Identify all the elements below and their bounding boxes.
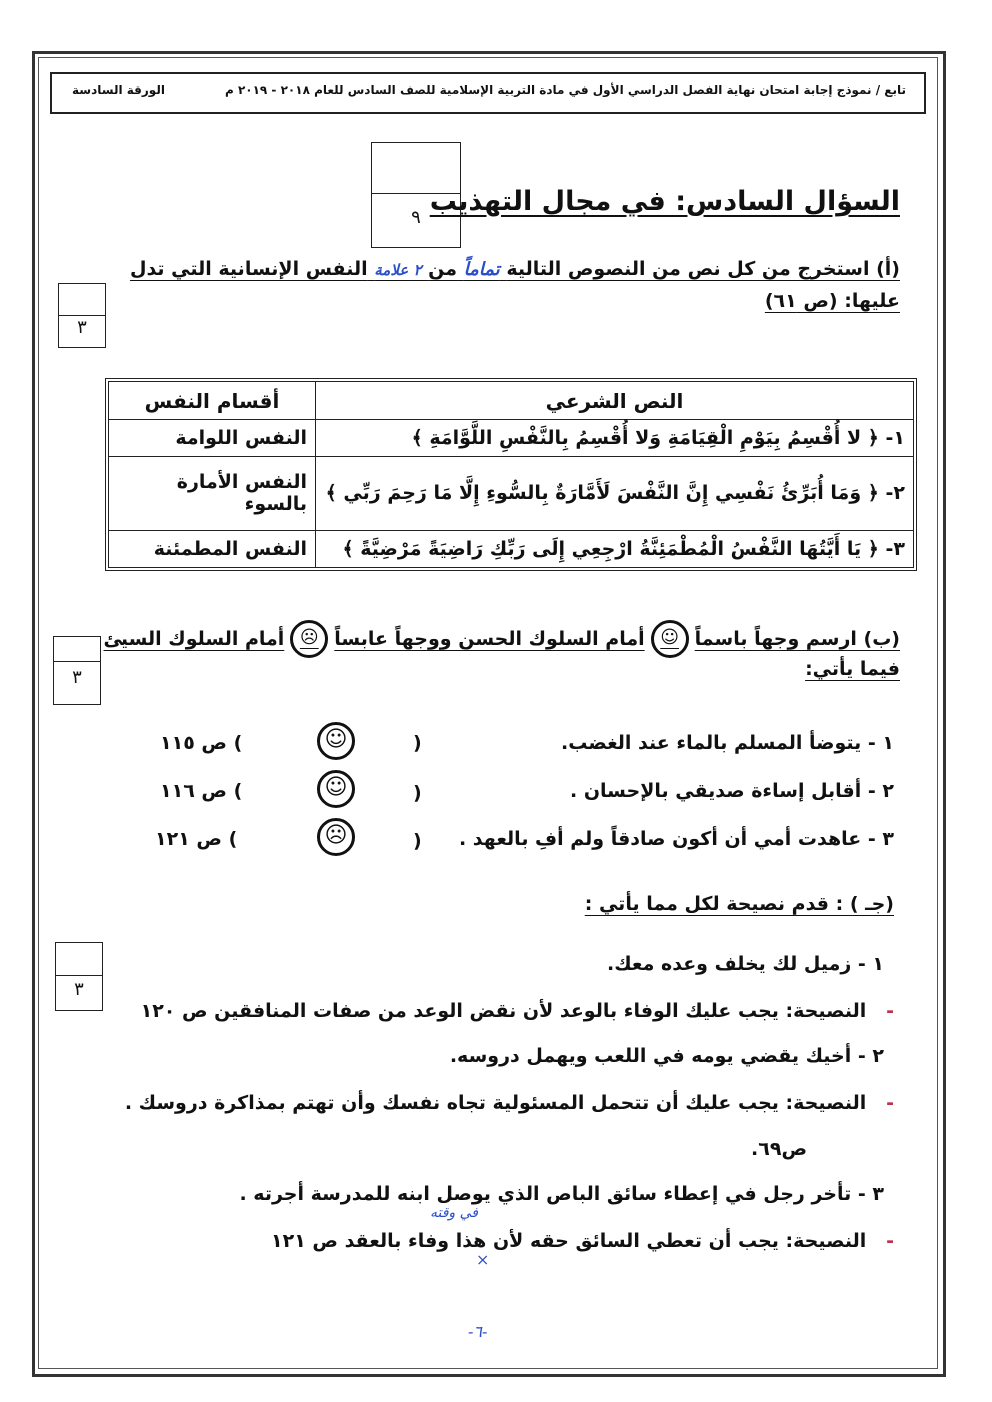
answer: النفس الأمارة بالسوء (109, 457, 316, 530)
advice-answer-cont: ص٦٩. (751, 1138, 807, 1160)
smile-face-icon: ☺ (651, 620, 689, 658)
answer: النفس المطمئنة (109, 530, 316, 567)
table-row (109, 530, 914, 567)
frown-face-icon: ☹ (317, 818, 355, 856)
advice-answer: - النصيحة: يجب عليك أن تتحمل المسئولية تجاه نفسك وأن تهتم بمذاكرة دروسك . (124, 1092, 894, 1114)
handwritten-note: في وقته (430, 1205, 478, 1221)
verse: ٢- ﴿ وَمَا أُبَرِّئُ نَفْسِي إِنَّ النَّفْسَ لَأَمَّارَةٌ بِالسُّوءِ إِلَّا مَا رَحِمَ رَبِّي ﴾ (316, 457, 914, 530)
behavior-item: ٢ - أقابل إساءة صديقي بالإحسان . (569, 780, 894, 802)
part-c-mark: ٣ (74, 979, 84, 1000)
page-number: -٦- (468, 1322, 488, 1341)
total-score: ٩ (411, 207, 421, 228)
verse: ٣- ﴿ يَا أَيَّتُهَا النَّفْسُ الْمُطْمَئِنَّةُ ارْجِعِي إِلَى رَبِّكِ رَاضِيَةً مَرْضِيَّةً ﴾ (316, 530, 914, 567)
paren: ) (413, 830, 422, 852)
advice-question: ٢ - أخيك يقضي يومه في اللعب ويهمل دروسه. (449, 1045, 884, 1067)
smile-face-icon: ☺ (317, 770, 355, 808)
paren: ) (413, 732, 422, 754)
part-b-instruction: (ب) ارسم وجهاً باسماً ☺ أمام السلوك الحسن ووجهاً عابساً ☹ أمام السلوك السيئ (104, 620, 900, 658)
behavior-item: ١ - يتوضأ المسلم بالماء عند الغضب. (561, 732, 894, 754)
behavior-item: ٣ - عاهدت أمي أن أكون صادقاً ولم أفِ بالعهد . (458, 828, 894, 850)
part-a-instruction: (أ) استخرج من كل نص من النصوص التالية تماماً من ٢ علامة النفس الإنسانية التي تدل (129, 258, 900, 280)
part-b-instruction-line2: فيما يأتي: (805, 658, 900, 680)
part-b-mark: ٣ (72, 667, 82, 688)
frown-face-icon: ☹ (290, 620, 328, 658)
insertion-mark-icon: × (476, 1250, 490, 1269)
advice-answer: - النصيحة: يجب عليك الوفاء بالوعد لأن نقض الوعد من صفات المنافقين ص ١٢٠ (140, 1000, 894, 1022)
page-ref: ) ص ١٢١ (155, 828, 238, 850)
verse: ١- ﴿ لا أُقْسِمُ بِيَوْمِ الْقِيَامَةِ وَلا أُقْسِمُ بِالنَّفْسِ اللَّوَّامَةِ ﴾ (316, 420, 914, 457)
advice-question: ٣ - تأخر رجل في إعطاء سائق الباص الذي يوصل ابنه للمدرسة أجرته . (239, 1183, 884, 1205)
part-b-mark-box (53, 636, 101, 705)
advice-question: ١ - زميل لك يخلف وعده معك. (606, 953, 884, 975)
table-row (109, 457, 914, 530)
sheet-label: الورقة السادسة (72, 83, 165, 97)
answer: النفس اللوامة (109, 420, 316, 457)
part-a-mark: ٣ (77, 317, 87, 338)
page-ref: ) ص ١١٥ (160, 732, 243, 754)
question-title: السؤال السادس: في مجال التهذيب (429, 186, 900, 217)
part-a-instruction-line2: عليها: (ص ٦١) (764, 290, 900, 312)
col-header-text: النص الشرعي (316, 382, 914, 420)
part-c-mark-box (55, 942, 103, 1011)
table-row (109, 420, 914, 457)
paren: ) (413, 782, 422, 804)
header-box (50, 72, 926, 114)
advice-answer: - النصيحة: يجب أن تعطي السائق حقه لأن هذا وفاء بالعقد ص ١٢١ (271, 1230, 894, 1252)
handwritten-note: تماماً (463, 259, 500, 280)
nafs-table (105, 378, 917, 571)
inner-border (38, 57, 938, 1369)
col-header-answer: أقسام النفس (109, 382, 316, 420)
header-title: تابع / نموذج إجابة امتحان نهاية الفصل الدراسي الأول في مادة التربية الإسلامية للصف السادس للعام ٢٠١٨ - ٢٠١٩ م (224, 83, 906, 97)
page-ref: ) ص ١١٦ (160, 780, 243, 802)
handwritten-note: ٢ علامة (374, 261, 422, 279)
part-a-mark-box (58, 283, 106, 348)
smile-face-icon: ☺ (317, 722, 355, 760)
part-c-title: (جـ ) : قدم نصيحة لكل مما يأتي : (584, 893, 894, 915)
